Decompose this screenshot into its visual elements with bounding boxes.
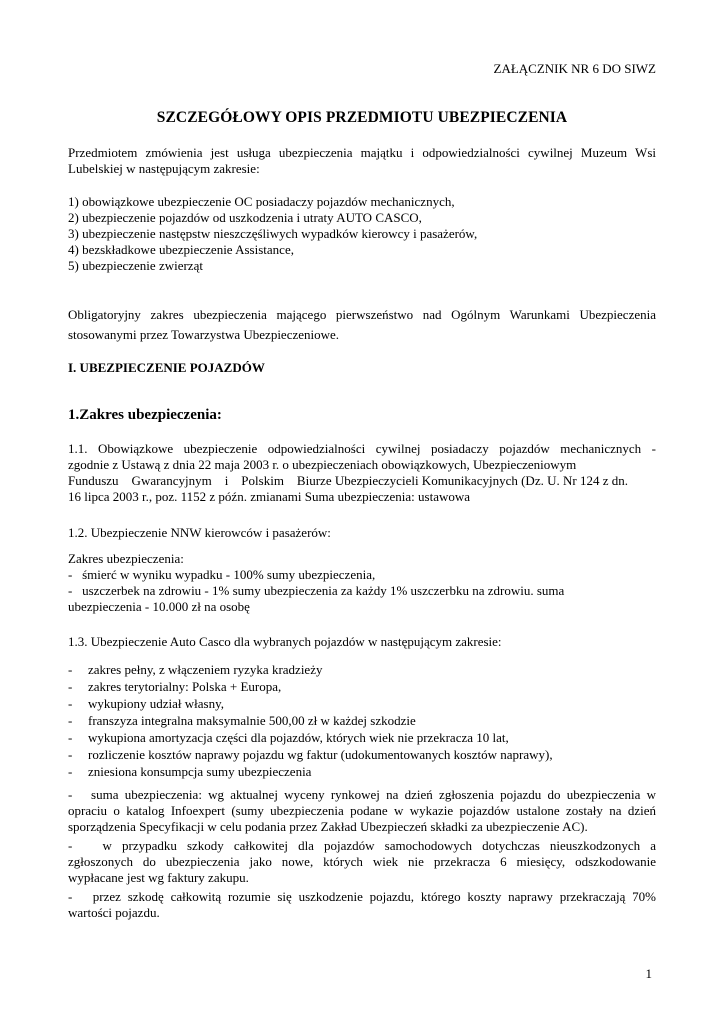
- definition-line-2: wartości pojazdu.: [68, 905, 160, 920]
- list-item: - franszyza integralna maksymalnie 500,00 zł w każdej szkodzie: [68, 713, 656, 730]
- total-line-1: - w przypadku szkody całkowitej dla pojazdów samochodowych dotychczas nieuszkodzonych a: [68, 838, 656, 853]
- item-1-2-body: [68, 551, 656, 615]
- sum-line-3: sporządzenia Specyfikacji w celu podania przez Zakład Ubezpieczeń składki za ubezpieczenie AC).: [68, 819, 588, 834]
- total-loss-paragraph: [68, 838, 656, 886]
- annex-label: ZAŁĄCZNIK NR 6 DO SIWZ: [493, 61, 656, 76]
- item-1-3-bullets: [68, 662, 656, 781]
- scope-item: 3) ubezpieczenie następstw nieszczęśliwych wypadków kierowcy i pasażerów,: [68, 226, 478, 241]
- item-1-1-line-2: zgodnie z Ustawą z dnia 22 maja 2003 r. o ubezpieczeniach obowiązkowych, Ubezpieczeniowym: [68, 457, 577, 472]
- section-heading-vehicles: I. UBEZPIECZENIE POJAZDÓW: [68, 360, 265, 375]
- list-item: - wykupiona amortyzacja części dla pojazdów, których wiek nie przekracza 10 lat,: [68, 730, 656, 747]
- item-1-1: [68, 441, 656, 505]
- scope-item: 4) bezskładkowe ubezpieczenie Assistance,: [68, 242, 294, 257]
- item-1-2-scope-label: Zakres ubezpieczenia:: [68, 551, 184, 566]
- scope-item: 1) obowiązkowe ubezpieczenie OC posiadaczy pojazdów mechanicznych,: [68, 194, 455, 209]
- total-line-3: wypłacane jest wg faktury zakupu.: [68, 870, 249, 885]
- subsection-heading-scope: 1.Zakres ubezpieczenia:: [68, 407, 222, 423]
- mandatory-line-1: Obligatoryjny zakres ubezpieczenia mającego pierwszeństwo nad Ogólnym Warunkami Ubezpieczenia: [68, 307, 656, 322]
- list-item: - rozliczenie kosztów naprawy pojazdu wg faktur (udokumentowanych kosztów naprawy),: [68, 747, 656, 764]
- intro-paragraph: [68, 145, 656, 177]
- item-1-1-line-1: 1.1. Obowiązkowe ubezpieczenie odpowiedzialności cywilnej posiadaczy pojazdów mechanicznych -: [68, 441, 656, 456]
- intro-line-2: Lubelskiej w następującym zakresie:: [68, 161, 260, 176]
- list-item: - zniesiona konsumpcja sumy ubezpieczenia: [68, 764, 656, 781]
- list-item: - zakres terytorialny: Polska + Europa,: [68, 679, 656, 696]
- document-page: [68, 0, 656, 1024]
- item-1-3-heading: 1.3. Ubezpieczenie Auto Casco dla wybranych pojazdów w następującym zakresie:: [68, 634, 502, 649]
- item-1-1-line-3: Funduszu Gwarancyjnym i Polskim Biurze Ubezpieczycieli Komunikacyjnych (Dz. U. Nr 124 z dn.: [68, 473, 628, 488]
- page-number: 1: [645, 966, 652, 981]
- scope-item: 2) ubezpieczenie pojazdów od uszkodzenia i utraty AUTO CASCO,: [68, 210, 422, 225]
- item-1-2-line-1: - śmierć w wyniku wypadku - 100% sumy ubezpieczenia,: [68, 567, 376, 582]
- item-1-2-heading: 1.2. Ubezpieczenie NNW kierowców i pasażerów:: [68, 525, 331, 540]
- sum-line-2: opraciu o katalog Infoexpert (sumy ubezpieczenia podane w wykazie pojazdów ustalone zostały na dzień: [68, 803, 656, 818]
- scope-list: [68, 194, 656, 274]
- sum-insured-paragraph: [68, 787, 656, 835]
- list-item: - zakres pełny, z włączeniem ryzyka kradzieży: [68, 662, 656, 679]
- item-1-2-line-3: ubezpieczenia - 10.000 zł na osobę: [68, 599, 250, 614]
- item-1-1-line-4: 16 lipca 2003 r., poz. 1152 z późn. zmianami Suma ubezpieczenia: ustawowa: [68, 489, 471, 504]
- scope-item: 5) ubezpieczenie zwierząt: [68, 258, 203, 273]
- sum-line-1: - suma ubezpieczenia: wg aktualnej wyceny rynkowej na dzień zgłoszenia pojazdu do ubezpieczenia w: [68, 787, 656, 802]
- definition-line-1: - przez szkodę całkowitą rozumie się uszkodzenie pojazdu, którego koszty naprawy przekraczają 70%: [68, 889, 656, 904]
- page-title: SZCZEGÓŁOWY OPIS PRZEDMIOTU UBEZPIECZENIA: [156, 109, 568, 126]
- item-1-2-line-2: - uszczerbek na zdrowiu - 1% sumy ubezpieczenia za każdy 1% uszczerbku na zdrowiu. suma: [68, 583, 565, 598]
- mandatory-paragraph: [68, 305, 656, 345]
- total-line-2: zgłoszonych do ubezpieczenia jako nowe, których wiek nie przekracza 6 miesięcy, odszkodowanie: [68, 854, 656, 869]
- intro-line-1: Przedmiotem zmówienia jest usługa ubezpieczenia majątku i odpowiedzialności cywilnej Muzeum Wsi: [68, 145, 656, 160]
- list-item: - wykupiony udział własny,: [68, 696, 656, 713]
- mandatory-line-2: stosowanymi przez Towarzystwa Ubezpieczeniowe.: [68, 327, 340, 342]
- total-loss-definition: [68, 889, 656, 921]
